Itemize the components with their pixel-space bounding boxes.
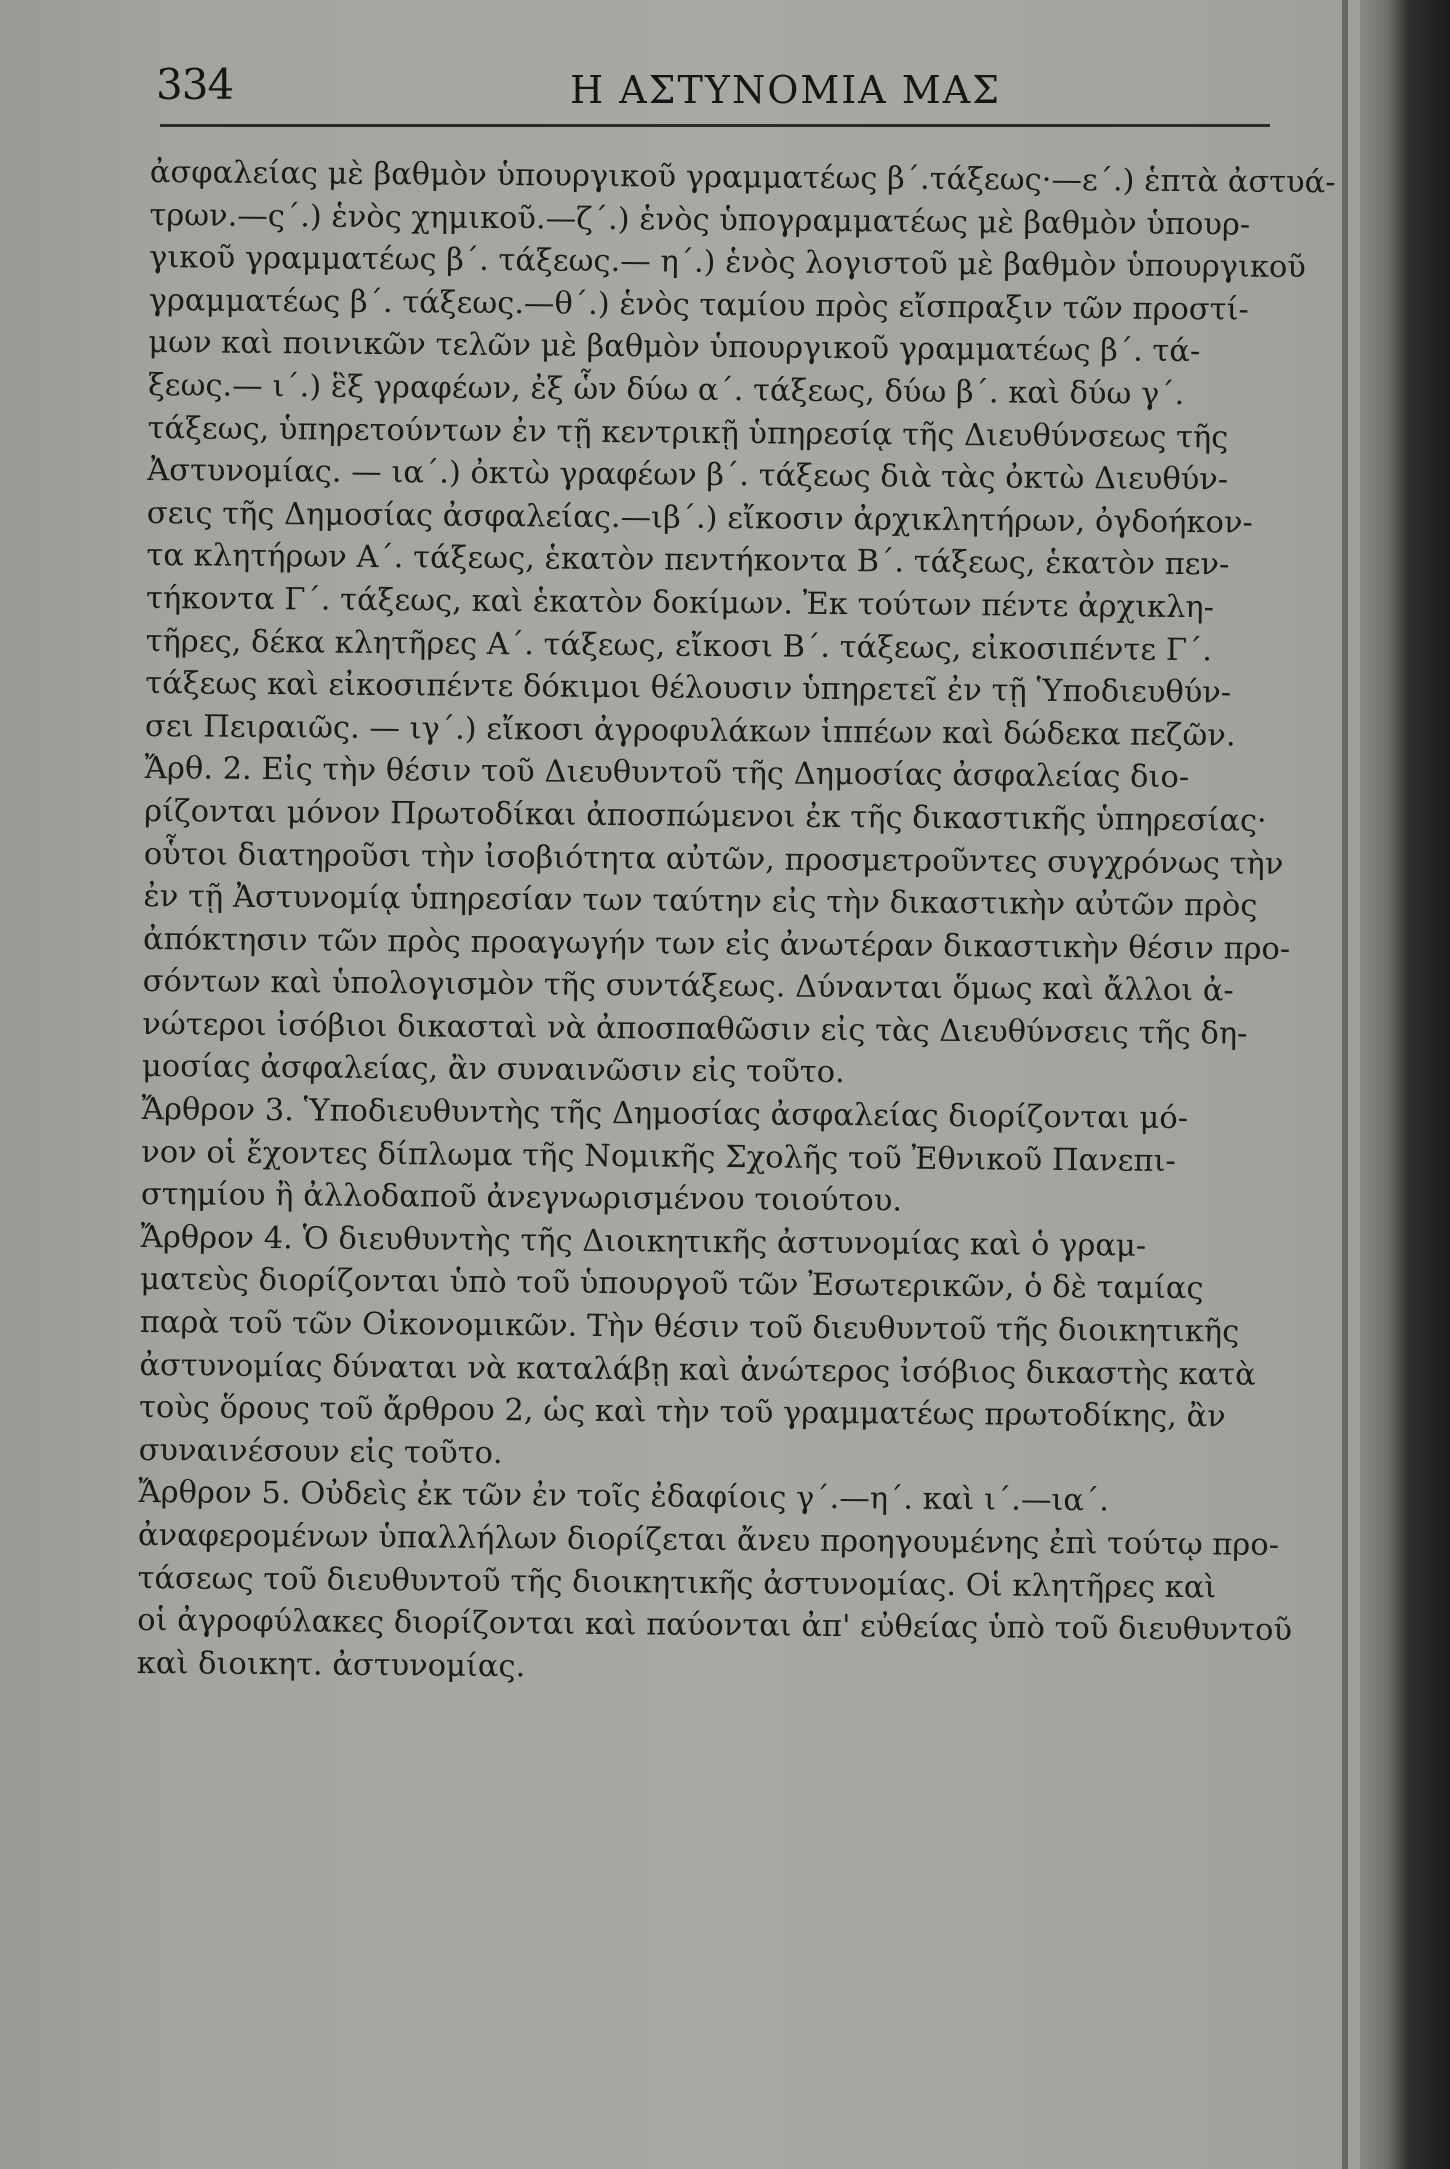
- text-line: ἐν τῇ Ἀστυνομίᾳ ὑπηρεσίαν των ταύτην εἰς τὴν δικαστικὴν αὐτῶν πρὸς: [143, 879, 1258, 924]
- text-line: στημίου ἢ ἀλλοδαποῦ ἀνεγνωρισμένου τοιούτου.: [140, 1177, 903, 1219]
- text-line: συναινέσουν εἰς τοῦτο.: [138, 1432, 503, 1471]
- text-line: παρὰ τοῦ τῶν Οἰκονομικῶν. Τὴν θέσιν τοῦ διευθυντοῦ τῆς διοικητικῆς: [139, 1304, 1240, 1350]
- text-line: τρων.—ς΄.) ἑνὸς χημικοῦ.—ζ΄.) ἑνὸς ὑπογραμματέως μὲ βαθμὸν ὑπουρ-: [149, 197, 1251, 243]
- article-3-heading-line: Ἄρθρον 3. Ὑποδιευθυντὴς τῆς Δημοσίας ἀσφαλείας διορίζονται μό-: [141, 1092, 1189, 1137]
- text-line: γραμματέως β΄. τάξεως.—θ΄.) ἑνὸς ταμίου πρὸς εἴσπραξιν τῶν προστί-: [148, 282, 1249, 328]
- text-line: ἀπόκτησιν τῶν πρὸς προαγωγήν των εἰς ἀνωτέραν δικαστικὴν θέσιν προ-: [142, 921, 1291, 967]
- page-number: 334: [156, 60, 234, 109]
- page-header: [150, 60, 1270, 120]
- text-line: τήκοντα Γ΄. τάξεως, καὶ ἑκατὸν δοκίμων. Ἐκ τούτων πέντε ἀρχικλη-: [145, 580, 1215, 626]
- text-line: τοὺς ὅρους τοῦ ἄρθρου 2, ὡς καὶ τὴν τοῦ γραμματέως πρωτοδίκης, ἂν: [138, 1390, 1226, 1435]
- text-line: νον οἱ ἔχοντες δίπλωμα τῆς Νομικῆς Σχολῆς τοῦ Ἐθνικοῦ Πανεπι-: [141, 1134, 1176, 1179]
- article-2-heading-line: Ἄρθ. 2. Εἰς τὴν θέσιν τοῦ Διευθυντοῦ τῆς Δημοσίας ἀσφαλείας διο-: [144, 751, 1190, 796]
- text-line: ρίζονται μόνον Πρωτοδίκαι ἀποσπώμενοι ἐκ τῆς δικαστικῆς ὑπηρεσίας·: [144, 793, 1267, 839]
- text-line: ξεως.— ι΄.) ἓξ γραφέων, ἐξ ὧν δύω α΄. τάξεως, δύω β΄. καὶ δύω γ΄.: [147, 367, 1185, 413]
- text-line: ἀστυνομίας δύναται νὰ καταλάβῃ καὶ ἀνώτερος ἰσόβιος δικαστὴς κατὰ: [139, 1347, 1256, 1393]
- text-line: σεις τῆς Δημοσίας ἀσφαλείας.—ιβ΄.) εἴκοσιν ἀρχικλητήρων, ὀγδοήκον-: [146, 495, 1253, 541]
- text-line: ἀσφαλείας μὲ βαθμὸν ὑπουργικοῦ γραμματέως β΄.τάξεως·—ε΄.) ἑπτὰ ἀστυά-: [149, 154, 1336, 201]
- text-line: νώτεροι ἰσόβιοι δικασταὶ νὰ ἀποσπαθῶσιν εἰς τὰς Διευθύνσεις τῆς δη-: [142, 1006, 1248, 1052]
- text-line: σει Πειραιῶς. — ιγ΄.) εἴκοσι ἀγροφυλάκων ἱππέων καὶ δώδεκα πεζῶν.: [144, 708, 1236, 754]
- text-line: μοσίας ἀσφαλείας, ἂν συναινῶσιν εἰς τοῦτο.: [141, 1049, 845, 1091]
- text-line: τάξεως καὶ εἰκοσιπέντε δόκιμοι θέλουσιν ὑπηρετεῖ ἐν τῇ Ὑποδιευθύν-: [145, 666, 1232, 711]
- text-line: τῆρες, δέκα κλητῆρες Α΄. τάξεως, εἴκοσι Β΄. τάξεως, εἰκοσιπέντε Γ΄.: [145, 623, 1213, 668]
- article-5-heading-line: Ἄρθρον 5. Οὐδεὶς ἐκ τῶν ἐν τοῖς ἐδαφίοις γ΄.—η΄. καὶ ι΄.—ια΄.: [138, 1475, 1110, 1519]
- text-line: ματεὺς διορίζονται ὑπὸ τοῦ ὑπουργοῦ τῶν Ἐσωτερικῶν, ὁ δὲ ταμίας: [140, 1262, 1204, 1307]
- text-line: μων καὶ ποινικῶν τελῶν μὲ βαθμὸν ὑπουργικοῦ γραμματέως β΄. τά-: [148, 325, 1201, 370]
- text-line: ἀναφερομένων ὑπαλλήλων διορίζεται ἄνευ προηγουμένης ἐπὶ τούτῳ προ-: [137, 1517, 1280, 1563]
- text-line: οἱ ἀγροφύλακες διορίζονται καὶ παύονται ἀπ' εὐθείας ὑπὸ τοῦ διευθυντοῦ: [137, 1603, 1293, 1649]
- body-text: [136, 152, 1336, 1695]
- text-line: τα κλητήρων Α΄. τάξεως, ἑκατὸν πεντήκοντα Β΄. τάξεως, ἑκατὸν πεν-: [146, 538, 1230, 583]
- header-rule: [160, 124, 1270, 127]
- book-spine-gutter: [1360, 0, 1450, 2169]
- text-line: καὶ διοικητ. ἀστυνομίας.: [136, 1645, 526, 1685]
- running-title: Η ΑΣΤΥΝΟΜΙΑ ΜΑΣ: [570, 68, 1002, 112]
- text-line: σόντων καὶ ὑπολογισμὸν τῆς συντάξεως. Δύνανται ὅμως καὶ ἄλλοι ἀ-: [142, 964, 1234, 1009]
- text-line: Ἀστυνομίας. — ια΄.) ὀκτὼ γραφέων β΄. τάξεως διὰ τὰς ὀκτὼ Διευθύν-: [147, 453, 1229, 498]
- article-4-heading-line: Ἄρθρον 4. Ὁ διευθυντὴς τῆς Διοικητικῆς ἀστυνομίας καὶ ὁ γραμ-: [140, 1219, 1147, 1264]
- page-edge-line: [1342, 0, 1348, 2169]
- text-line: τάξεως, ὑπηρετούντων ἐν τῇ κεντρικῇ ὑπηρεσίᾳ τῆς Διευθύνσεως τῆς: [147, 410, 1229, 455]
- text-line: οὗτοι διατηροῦσι τὴν ἰσοβιότητα αὐτῶν, προσμετροῦντες συγχρόνως τὴν: [143, 836, 1284, 882]
- text-line: γικοῦ γραμματέως β΄. τάξεως.— η΄.) ἑνὸς λογιστοῦ μὲ βαθμὸν ὑπουργικοῦ: [148, 240, 1307, 286]
- text-line: τάσεως τοῦ διευθυντοῦ τῆς διοικητικῆς ἀστυνομίας. Οἱ κλητῆρες καὶ: [137, 1560, 1217, 1605]
